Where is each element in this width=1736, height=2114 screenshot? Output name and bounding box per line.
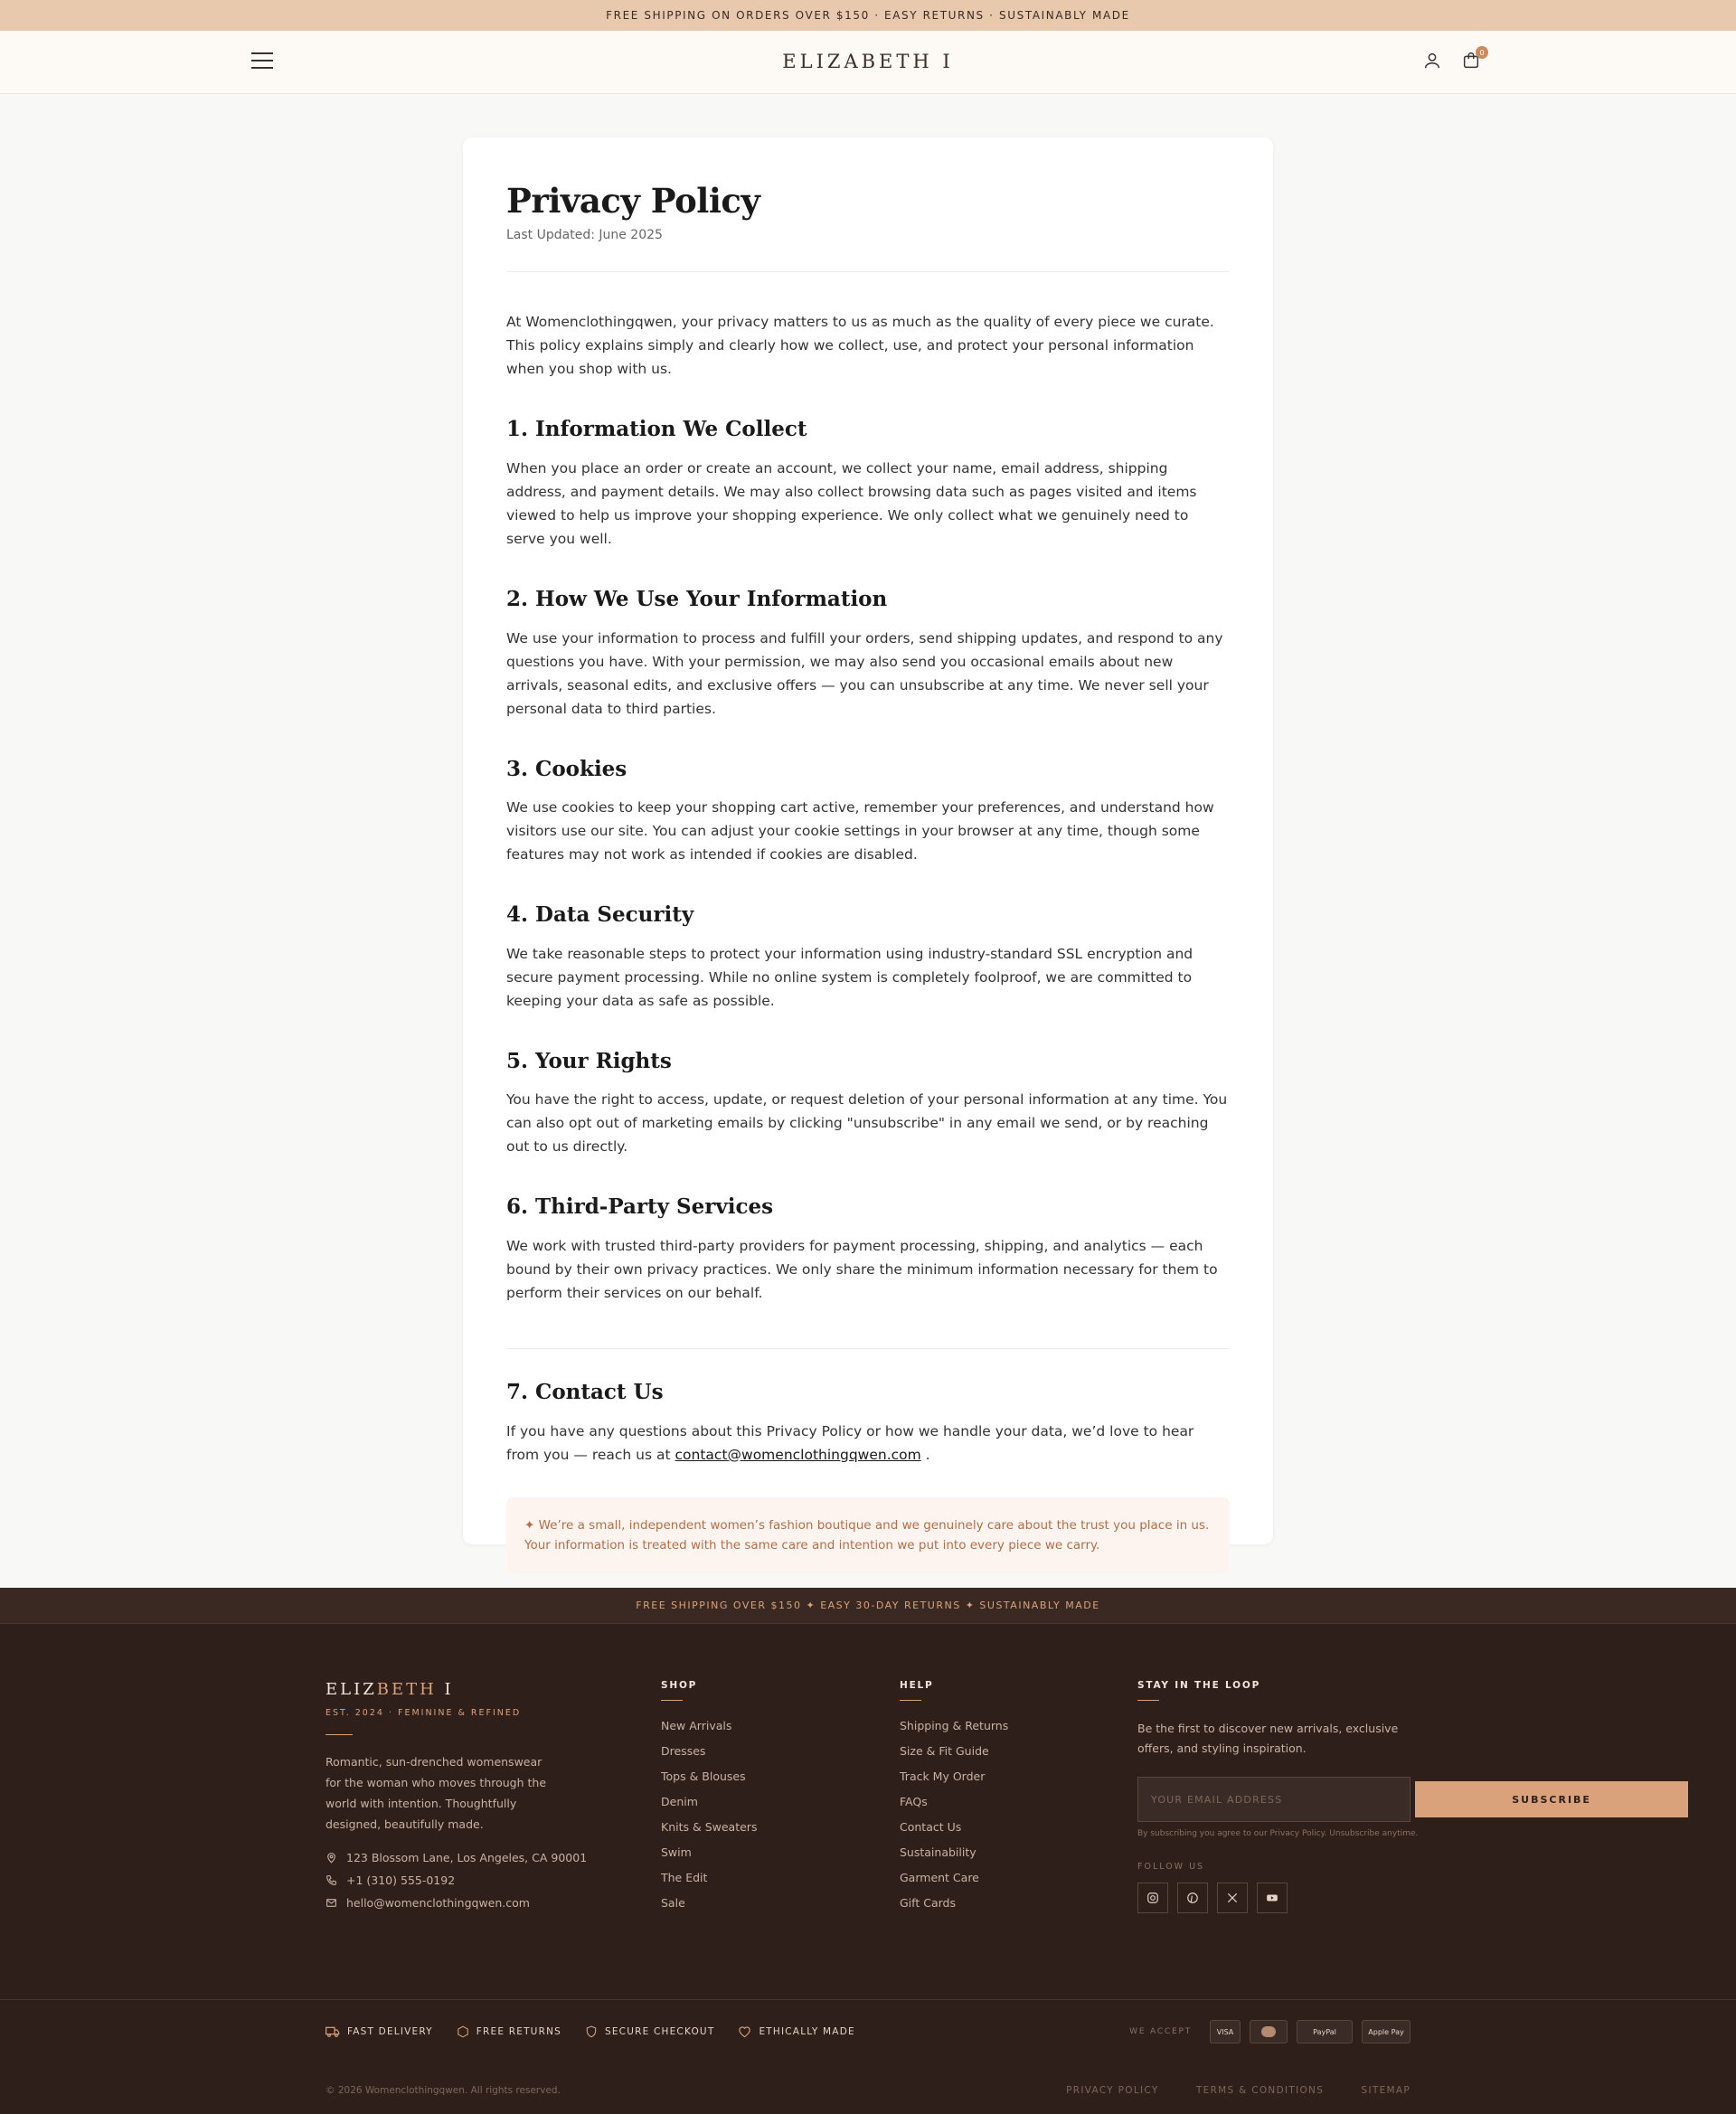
section-heading: 1. Information We Collect <box>506 417 807 442</box>
footer-features <box>326 2025 879 2038</box>
paypal-card: PayPal <box>1297 2020 1353 2043</box>
youtube-button[interactable] <box>1257 1883 1288 1913</box>
phone-icon <box>326 1874 337 1886</box>
section-security <box>506 902 1230 1013</box>
feature-free-returns <box>457 2025 561 2038</box>
contact-email-link[interactable]: contact@womenclothingqwen.com <box>675 1446 921 1463</box>
newsletter-text: Be the first to discover new arrivals, exclusive offers, and styling inspiration. <box>1137 1722 1399 1755</box>
contact-after: . <box>925 1446 930 1463</box>
announcement-bar <box>0 0 1736 31</box>
instagram-button[interactable] <box>1137 1883 1168 1913</box>
pinterest-icon <box>1186 1892 1199 1904</box>
footer-link-faqs[interactable]: FAQs <box>900 1795 928 1808</box>
footer-link-swim[interactable]: Swim <box>661 1845 692 1859</box>
section-heading: 6. Third-Party Services <box>506 1194 774 1220</box>
shield-icon <box>585 2025 598 2038</box>
email-text: hello@womenclothingqwen.com <box>346 1896 530 1910</box>
footer-link-sustainability[interactable]: Sustainability <box>900 1845 976 1859</box>
feature-ethically-made <box>738 2025 854 2038</box>
divider <box>1137 1700 1159 1701</box>
footer-link-garment-care[interactable]: Garment Care <box>900 1871 979 1884</box>
site-header <box>0 31 1736 94</box>
subscribe-consent: By subscribing you agree to our Privacy Policy. Unsubscribe anytime. <box>1137 1829 1419 1838</box>
footer-brand-accent: BETH <box>376 1680 437 1699</box>
feature-secure-checkout <box>585 2025 714 2038</box>
footer-help-column <box>900 1680 1008 1921</box>
apple-pay-card: Apple Pay <box>1362 2020 1410 2043</box>
legal-links <box>1032 2085 1410 2096</box>
x-button[interactable] <box>1217 1883 1248 1913</box>
visa-card: VISA <box>1210 2020 1241 2043</box>
privacy-policy-link[interactable]: PRIVACY POLICY <box>1066 2085 1159 2096</box>
map-pin-icon <box>326 1852 337 1864</box>
mail-icon <box>326 1897 337 1909</box>
cart-count-badge: 0 <box>1476 46 1488 59</box>
policy-card <box>463 137 1273 1552</box>
truck-icon <box>326 2025 340 2038</box>
footer-shop-column <box>661 1680 757 1921</box>
section-cookies <box>506 757 1230 867</box>
footer-description: Romantic, sun-drenched womenswear for the woman who moves through the world with intention. Thoughtfully designed, beautifully made. <box>326 1755 547 1831</box>
footer-link-knits[interactable]: Knits & Sweaters <box>661 1820 758 1834</box>
mastercard-icon <box>1261 2026 1276 2037</box>
section-heading: 7. Contact Us <box>506 1379 664 1404</box>
terms-link[interactable]: TERMS & CONDITIONS <box>1195 2085 1325 2096</box>
footer-email[interactable] <box>326 1896 587 1910</box>
footer-link-contact[interactable]: Contact Us <box>900 1820 962 1834</box>
heart-icon <box>738 2025 751 2038</box>
feature-label: FAST DELIVERY <box>347 2026 433 2037</box>
section-body: We take reasonable steps to protect your information using industry-standard SSL encryption and secure payment processing. While no online system is completely foolproof, we are committed to keeping your data as safe as possible. <box>506 945 1194 1009</box>
pinterest-button[interactable] <box>1177 1883 1208 1913</box>
footer-brand-part: I <box>436 1680 454 1699</box>
subscribe-button[interactable]: SUBSCRIBE <box>1415 1781 1688 1817</box>
social-links <box>1137 1883 1688 1913</box>
x-icon <box>1226 1892 1239 1904</box>
feature-label: FREE RETURNS <box>476 2026 561 2037</box>
announcement-text: FREE SHIPPING ON ORDERS OVER $150 · EASY RETURNS · SUSTAINABLY MADE <box>606 9 1130 22</box>
footer-link-the-edit[interactable]: The Edit <box>661 1871 708 1884</box>
feature-label: SECURE CHECKOUT <box>604 2026 715 2037</box>
footer-tagline: EST. 2024 · FEMININE & REFINED <box>326 1708 522 1718</box>
copyright: © 2026 Womenclothingqwen. All rights reserved. <box>326 2085 561 2096</box>
footer-bottom <box>326 2085 1410 2096</box>
sitemap-link[interactable]: SITEMAP <box>1361 2085 1410 2096</box>
hexagon-icon <box>457 2025 469 2038</box>
divider <box>506 1348 1230 1349</box>
newsletter-email-input[interactable] <box>1137 1777 1410 1822</box>
footer-strip-text: FREE SHIPPING OVER $150 ✦ EASY 30-DAY RETURNS ✦ SUSTAINABLY MADE <box>636 1600 1100 1611</box>
feature-fast-delivery <box>326 2025 433 2038</box>
footer-phone[interactable] <box>326 1873 587 1887</box>
account-button[interactable] <box>1422 51 1446 74</box>
divider <box>326 1734 353 1735</box>
footer-link-new-arrivals[interactable]: New Arrivals <box>661 1719 732 1732</box>
instagram-icon <box>1146 1892 1159 1904</box>
follow-label: FOLLOW US <box>1137 1862 1205 1872</box>
phone-text: +1 (310) 555-0192 <box>346 1873 456 1887</box>
section-body: When you place an order or create an account, we collect your name, email address, shipping address, and payment details. We may also collect browsing data such as pages visited and items viewed to help us improve your shopping experience. We only collect what we genuinely need to serve you well. <box>506 459 1197 547</box>
user-icon <box>1422 51 1442 71</box>
section-third-party <box>506 1194 1230 1305</box>
feature-label: ETHICALLY MADE <box>759 2026 855 2037</box>
footer-address <box>326 1851 587 1864</box>
section-rights <box>506 1049 1230 1159</box>
section-heading: 5. Your Rights <box>506 1048 672 1073</box>
divider <box>506 271 1230 272</box>
section-body: You have the right to access, update, or request deletion of your personal information at any time. You can also opt out of marketing emails by clicking "unsubscribe" in any email we send, or by reaching out to us directly. <box>506 1091 1228 1156</box>
footer-link-size-guide[interactable]: Size & Fit Guide <box>900 1744 989 1758</box>
help-heading: HELP <box>900 1680 934 1691</box>
page-title: Privacy Policy <box>506 181 760 221</box>
address-text: 123 Blossom Lane, Los Angeles, CA 90001 <box>346 1851 588 1864</box>
newsletter-heading: STAY IN THE LOOP <box>1137 1680 1261 1691</box>
footer-brand-column <box>326 1680 587 1910</box>
footer-link-dresses[interactable]: Dresses <box>661 1744 706 1758</box>
section-heading: 4. Data Security <box>506 902 694 928</box>
cart-button[interactable] <box>1461 48 1485 74</box>
section-body: We use your information to process and fulfill your orders, send shipping updates, and respond to any questions you have. With your permission, we may also send you occasional emails about new arrivals, seasonal edits, and exclusive offers — you can unsubscribe at any time. We never sell your personal data to third parties. <box>506 629 1223 717</box>
footer-brand[interactable] <box>326 1680 587 1699</box>
divider <box>0 1999 1736 2000</box>
footer-link-denim[interactable]: Denim <box>661 1795 698 1808</box>
last-updated: Last Updated: June 2025 <box>506 228 663 243</box>
section-heading: 3. Cookies <box>506 756 627 781</box>
intro-paragraph: At Womenclothingqwen, your privacy matters to us as much as the quality of every piece we curate. This policy explains simply and clearly how we collect, use, and protect your personal information when you shop with us. <box>506 314 1214 378</box>
footer-newsletter-column <box>1137 1680 1688 1913</box>
contact-text: If you have any questions about this Privacy Policy or how we handle your data, we’d love to hear from you — reach us at <box>506 1422 1194 1463</box>
footer-brand-part: ELIZ <box>326 1680 377 1699</box>
youtube-icon <box>1266 1892 1278 1904</box>
footer-link-gift-cards[interactable]: Gift Cards <box>900 1896 956 1910</box>
section-body: We work with trusted third-party providers for payment processing, shipping, and analytics — each bound by their own privacy practices. We only share the minimum information necessary for them to perform their services on our behalf. <box>506 1237 1218 1301</box>
footer-link-track-order[interactable]: Track My Order <box>900 1770 986 1783</box>
shop-heading: SHOP <box>661 1680 698 1691</box>
footer-link-shipping[interactable]: Shipping & Returns <box>900 1719 1009 1732</box>
section-body <box>506 1420 1230 1467</box>
footer-link-tops[interactable]: Tops & Blouses <box>661 1770 746 1783</box>
footer-strip <box>0 1588 1736 1624</box>
payment-methods <box>1129 2020 1410 2043</box>
mastercard-card <box>1250 2020 1288 2043</box>
divider <box>900 1700 921 1701</box>
section-use <box>506 587 1230 721</box>
site-footer <box>0 1588 1736 2114</box>
boutique-note: ✦ We’re a small, independent women’s fashion boutique and we genuinely care about the trust you place in us. Your information is treated with the same care and intention we put into every piece we carry. <box>506 1497 1230 1573</box>
divider <box>661 1700 683 1701</box>
section-heading: 2. How We Use Your Information <box>506 586 888 611</box>
section-body: We use cookies to keep your shopping cart active, remember your preferences, and understand how visitors use our site. You can adjust your cookie settings in your browser at any time, though some features may not work as intended if cookies are disabled. <box>506 799 1214 864</box>
footer-link-sale[interactable]: Sale <box>661 1896 685 1910</box>
brand-logo[interactable]: ELIZABETH I <box>782 51 954 72</box>
section-contact <box>506 1380 1230 1467</box>
we-accept-label: WE ACCEPT <box>1129 2027 1192 2036</box>
section-collect <box>506 417 1230 551</box>
